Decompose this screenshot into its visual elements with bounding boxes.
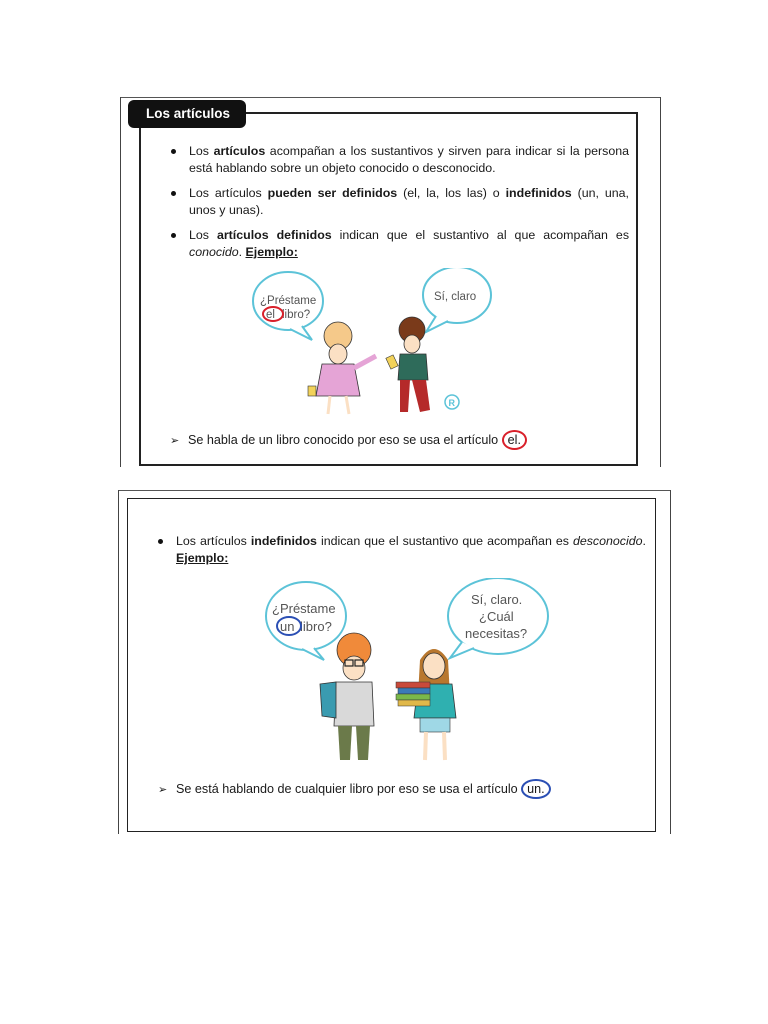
boy-figure: [386, 317, 430, 412]
bullet-articles-types: Los artículos pueden ser definidos (el, la, los las) o indefinidos (un, una, unos y unas).: [189, 185, 629, 219]
bubble-left-word: el: [266, 309, 275, 321]
speech-bubble-right: [423, 268, 491, 332]
bubble-left-rest: libro?: [282, 309, 311, 321]
panel2-left-rule: [118, 490, 119, 834]
bullet-indefinite-articles: Los artículos indefinidos indican que el sustantivo que acompañan es desconocido. Ejemplo:: [176, 533, 646, 567]
bullet-dot: [158, 539, 163, 544]
arrow-bullet-icon: ➢: [170, 435, 180, 447]
circled-article-el: el.: [502, 430, 527, 450]
bullet-dot: [171, 149, 176, 154]
bullet-dot: [171, 191, 176, 196]
panel2-right-rule: [670, 490, 671, 834]
bullet-definite-articles: Los artículos definidos indican que el sustantivo al que acompañan es conocido. Ejemplo:: [189, 227, 629, 261]
illustration-definite-example: [250, 268, 500, 418]
panel2-top-rule: [118, 490, 671, 491]
bubble-right-line2: ¿Cuál: [479, 609, 514, 624]
bubble-right-line3: necesitas?: [465, 626, 528, 641]
speech-bubble-left: [266, 582, 346, 660]
section-title: Los artículos: [128, 100, 246, 128]
panel1-left-rule: [120, 97, 121, 467]
bubble-right-text: Sí, claro: [434, 291, 477, 303]
illustration-indefinite-example: [262, 578, 562, 768]
conclusion-indefinite: ➢ Se está hablando de cualquier libro por eso se usa el artículo un.: [158, 779, 551, 799]
arrow-bullet-icon: ➢: [158, 784, 168, 796]
boy-with-glasses-figure: [320, 633, 374, 760]
speech-bubble-left: [253, 272, 323, 340]
girl-figure: [308, 322, 376, 414]
registered-badge-icon: [445, 395, 459, 409]
circled-article-un: un.: [521, 779, 551, 799]
badge-text: R: [448, 398, 455, 408]
bubble-left-rest: libro?: [300, 619, 332, 634]
panel1-right-rule: [660, 97, 661, 467]
conclusion-definite: ➢ Se habla de un libro conocido por eso se usa el artículo el.: [170, 430, 527, 450]
panel1-top-rule: [120, 97, 661, 98]
bullet-articles-definition: Los artículos acompañan a los sustantivos y sirven para indicar si la persona está hablando sobre un objeto conocido o desconocido.: [189, 143, 629, 177]
girl-with-books-figure: [396, 649, 456, 760]
bubble-left-line1: ¿Préstame: [260, 295, 317, 307]
bubble-right-line1: Sí, claro.: [471, 592, 523, 607]
bubble-left-word: un: [280, 619, 295, 634]
bullet-dot: [171, 233, 176, 238]
speech-bubble-right: [448, 578, 548, 658]
bubble-left-line1: ¿Préstame: [272, 601, 336, 616]
